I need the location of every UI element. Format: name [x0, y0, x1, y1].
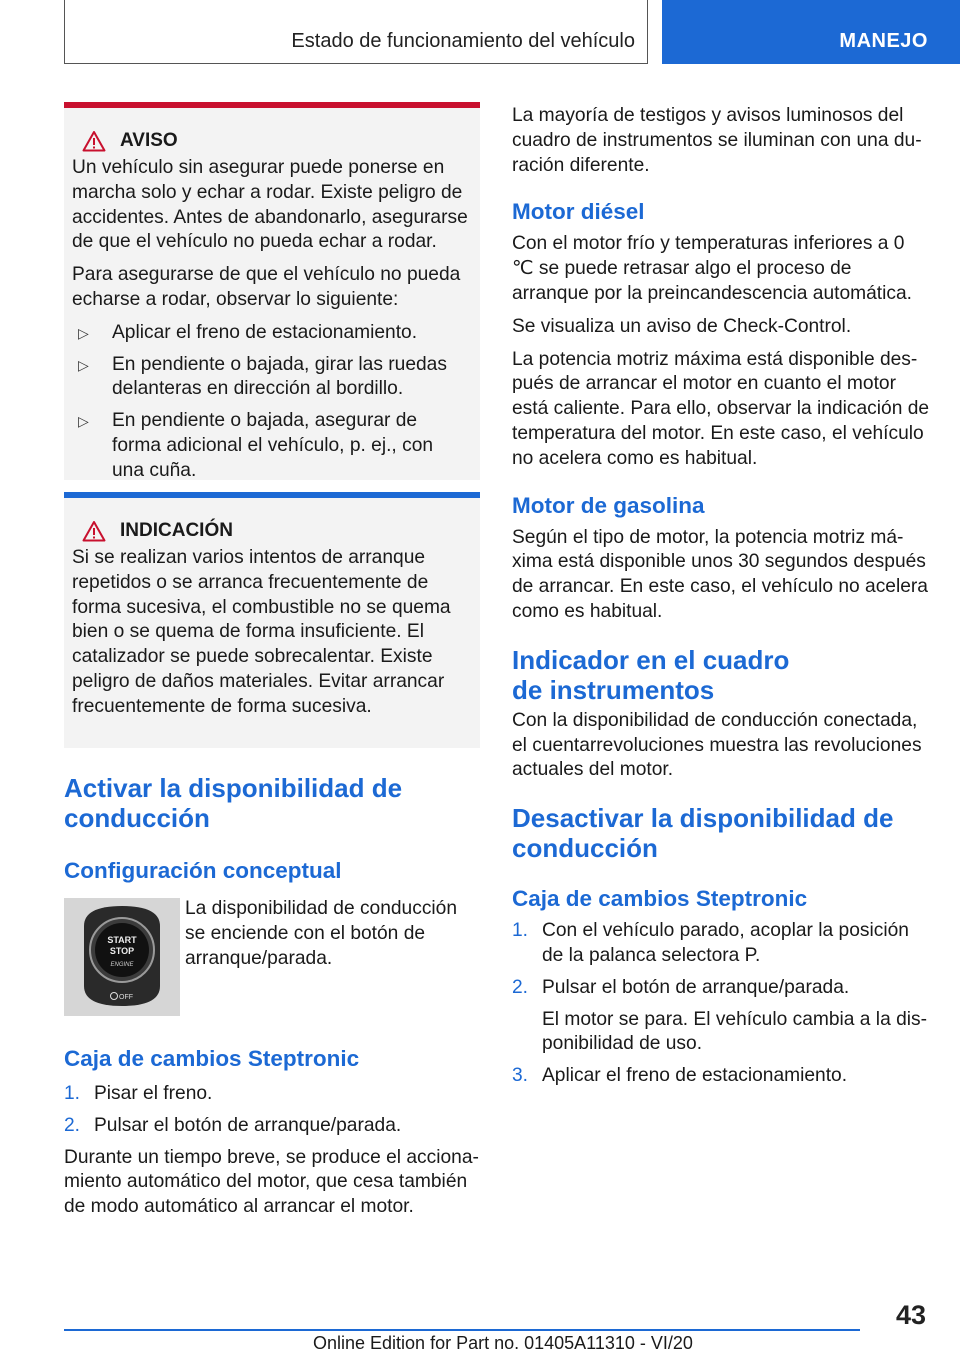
- indicador-heading-2: de instrumentos: [512, 674, 715, 705]
- triangle-bullet-icon: ▷: [78, 356, 89, 373]
- footer-rule: [64, 1329, 860, 1331]
- warning-triangle-icon: [82, 130, 106, 152]
- caja-steptronic-heading-left: Caja de cambios Steptronic: [64, 1046, 360, 1071]
- diesel-paragraph-2: Se visualiza un aviso de Check-Control.: [512, 315, 852, 337]
- start-stop-button-image: [64, 898, 180, 1016]
- off-label: OFF: [119, 994, 133, 1001]
- aviso-paragraph-1: Un vehículo sin asegurar puede ponerse en marcha solo y echar a rodar. Existe peligro de accidentes. Antes de abandonarlo, asegurarse de que el vehículo no pueda echar a rodar.: [72, 157, 468, 253]
- diesel-paragraph-3: La potencia motriz máxima está disponible después de arrancar el motor en cuanto el motor está caliente. Para ello, observar la indicación de temperatura del motor. En este caso, el vehículo no acelera como es habitual.: [512, 348, 930, 469]
- step-2-note: El motor se para. El vehículo cambia a la disponibilidad de uso.: [542, 1008, 927, 1055]
- indicacion-notice: [64, 492, 480, 748]
- engine-label: ENGINE: [110, 962, 134, 968]
- activar-steps: [64, 1082, 480, 1228]
- numbered-step: 1. Pisar el freno.: [64, 1083, 213, 1104]
- diesel-heading: Motor diésel: [512, 199, 645, 225]
- indicacion-heading: [72, 520, 470, 542]
- numbered-step: 2. Pulsar el botón de arranque/parada.: [512, 976, 850, 998]
- chapter-tab-label: MANEJO: [839, 30, 928, 52]
- activar-heading: Activar la disponibilidad de conducción: [64, 773, 403, 833]
- aviso-bullet: ▷ En pendiente o bajada, girar las ruedas delanteras en dirección al bordillo.: [72, 353, 470, 403]
- desactivar-heading-1: Desactivar la disponibilidad de: [512, 803, 894, 834]
- numbered-step: 3. Aplicar el freno de estacionamiento.: [512, 1065, 848, 1087]
- warning-triangle-icon: [82, 520, 106, 542]
- aviso-bullet: ▷ Aplicar el freno de estacionamiento.: [72, 321, 470, 346]
- stop-label: STOP: [109, 946, 135, 956]
- numbered-step: 1. Con el vehículo parado, acoplar la posición de la palanca selectora P.: [512, 920, 909, 966]
- desactivar-heading-2: conducción: [512, 833, 658, 864]
- intro-paragraph: La mayoría de testigos y avisos luminosos del cuadro de instrumentos se iluminan con una duración diferente.: [512, 105, 922, 176]
- indicacion-title: INDICACIÓN: [120, 520, 233, 541]
- indicacion-paragraph: Si se realizan varios intentos de arranque repetidos o se arranca frecuentemente de forma sucesiva, el combustible no se quema bien o se quema de forma insuficiente. El catalizador se puede sobrecalentar. Existe peligro de daños materiales. Evitar arrancar frecuentemente de forma sucesiva.: [72, 547, 451, 717]
- indicador-heading-1: Indicador en el cuadro: [512, 644, 790, 675]
- start-label: START: [107, 935, 137, 945]
- triangle-bullet-icon: ▷: [78, 413, 89, 430]
- diesel-paragraph-1: Con el motor frío y temperaturas inferiores a 0 ℃ se puede retrasar algo el proceso de arranque por la preincandescencia automática.: [512, 233, 912, 304]
- configuracion-heading: Configuración conceptual: [64, 858, 342, 883]
- activar-closing: Durante un tiempo breve, se produce el accionamiento automático del motor, que cesa también de modo automático al arrancar el motor.: [64, 1146, 479, 1218]
- configuracion-text: La disponibilidad de conducción se enciende con el botón de arranque/parada.: [185, 898, 458, 969]
- aviso-heading: [72, 130, 470, 152]
- aviso-bullet: ▷ En pendiente o bajada, asegurar de forma adicional el vehículo, p. ej., con una cuña.: [72, 409, 470, 483]
- caja-steptronic-heading-right: Caja de cambios Steptronic: [512, 886, 808, 912]
- gasolina-paragraph: Según el tipo de motor, la potencia motriz máxima está disponible unos 30 segundos después de arrancar. En este caso, el vehículo no acelera como es habitual.: [512, 526, 928, 622]
- aviso-paragraph-2: Para asegurarse de que el vehículo no pueda echarse a rodar, observar lo siguiente:: [72, 264, 461, 310]
- page-number: 43: [896, 1300, 927, 1330]
- aviso-title: AVISO: [120, 130, 178, 151]
- running-header: [64, 0, 648, 64]
- section-title: Estado de funcionamiento del vehículo: [291, 30, 635, 52]
- aviso-notice: [64, 102, 480, 480]
- triangle-bullet-icon: ▷: [78, 324, 89, 341]
- right-column: [512, 104, 930, 1096]
- footer-edition: Online Edition for Part no. 01405A11310 - VI/20: [313, 1333, 693, 1353]
- numbered-step: 2. Pulsar el botón de arranque/parada.: [64, 1114, 402, 1136]
- gasolina-heading: Motor de gasolina: [512, 492, 705, 518]
- indicador-paragraph: Con la disponibilidad de conducción conectada, el cuentarrevoluciones muestra las revoluciones actuales del motor.: [512, 709, 922, 781]
- chapter-tab: [662, 0, 960, 64]
